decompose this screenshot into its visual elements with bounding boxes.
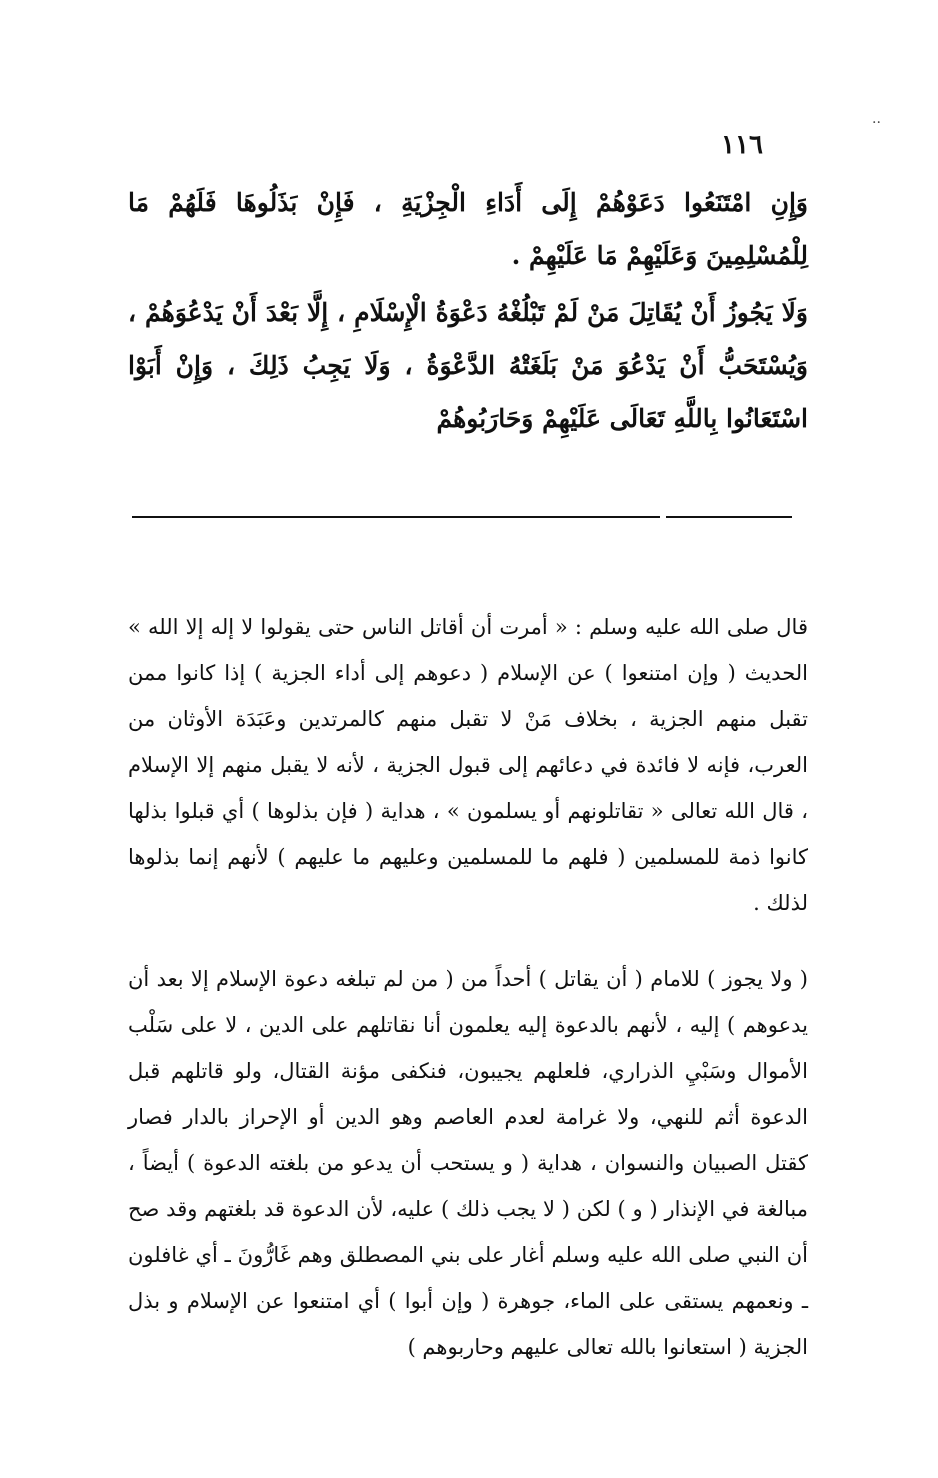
page-number: ١١٦ <box>721 130 763 160</box>
main-text-paragraph: وَلَا يَجُوزُ أَنْ يُقَاتِلَ مَنْ لَمْ تَبْلُغْهُ دَعْوَةُ الْإِسْلَامِ ، إِلَّا بَعْدَ أَنْ يَدْعُوَهُمْ ، وَيُسْتَحَبُّ أَنْ يَدْعُوَ مَنْ بَلَغَتْهُ الدَّعْوَةُ ، وَلَا يَجِبُ ذَلِكَ ، وَإِنْ أَبَوْا اسْتَعَانُوا بِاللَّهِ تَعَالَى عَلَيْهِمْ وَحَارَبُوهُمْ <box>128 298 808 433</box>
commentary-paragraph: قال صلى الله عليه وسلم : « أمرت أن أقاتل الناس حتى يقولوا لا إله إلا الله » الحديث ( وإن امتنعوا ) عن الإسلام ( دعوهم إلى أداء الجزية ) إذا كانوا ممن تقبل منهم الجزية ، بخلاف مَنْ لا تقبل منهم كالمرتدين وعَبَدَة الأوثان من العرب، فإنه لا فائدة في دعائهم إلى قبول الجزية ، لأنه لا يقبل منهم إلا الإسلام ، قال الله تعالى « تقاتلونهم أو يسلمون » ، هداية ( فإن بذلوها ) أي قبلوا بذلها كانوا ذمة للمسلمين ( فلهم ما للمسلمين وعليهم ما عليهم ) لأنهم إنما بذلوها لذلك . <box>128 615 808 915</box>
stray-ink-mark: .. <box>872 111 881 127</box>
footnote-divider-line-short <box>666 516 792 518</box>
commentary-text-block <box>128 604 808 1370</box>
main-text-paragraph: وَإِنِ امْتَنَعُوا دَعَوْهُمْ إِلَى أَدَاءِ الْجِزْيَةِ ، فَإِنْ بَذَلُوهَا فَلَهُمْ مَا لِلْمُسْلِمِينَ وَعَلَيْهِمْ مَا عَلَيْهِمْ . <box>128 188 808 270</box>
footnote-divider-line <box>132 516 660 518</box>
commentary-paragraph: ( ولا يجوز ) للامام ( أن يقاتل ) أحداً من ( من لم تبلغه دعوة الإسلام إلا بعد أن يدعوهم ) إليه ، لأنهم بالدعوة إليه يعلمون أنا نقاتلهم على الدين ، لا على سَلْب الأموال وسَبْيِ الذراري، فلعلهم يجيبون، فنكفى مؤنة القتال، ولو قاتلهم قبل الدعوة أثم للنهي، ولا غرامة لعدم العاصم وهو الدين أو الإحراز بالدار فصار كقتل الصبيان والنسوان ، هداية ( و يستحب أن يدعو من بلغته الدعوة ) أيضاً ، مبالغة في الإنذار ( و ) لكن ( لا يجب ذلك ) عليه، لأن الدعوة قد بلغتهم وقد صح أن النبي صلى الله عليه وسلم أغار على بني المصطلق وهم غَارُّونَ ـ أي غافلون ـ ونعمهم يستقى على الماء، جوهرة ( وإن أبوا ) أي امتنعوا عن الإسلام و بذل الجزية ( استعانوا بالله تعالى عليهم وحاربوهم ) <box>128 967 808 1359</box>
main-text-block <box>128 176 808 445</box>
